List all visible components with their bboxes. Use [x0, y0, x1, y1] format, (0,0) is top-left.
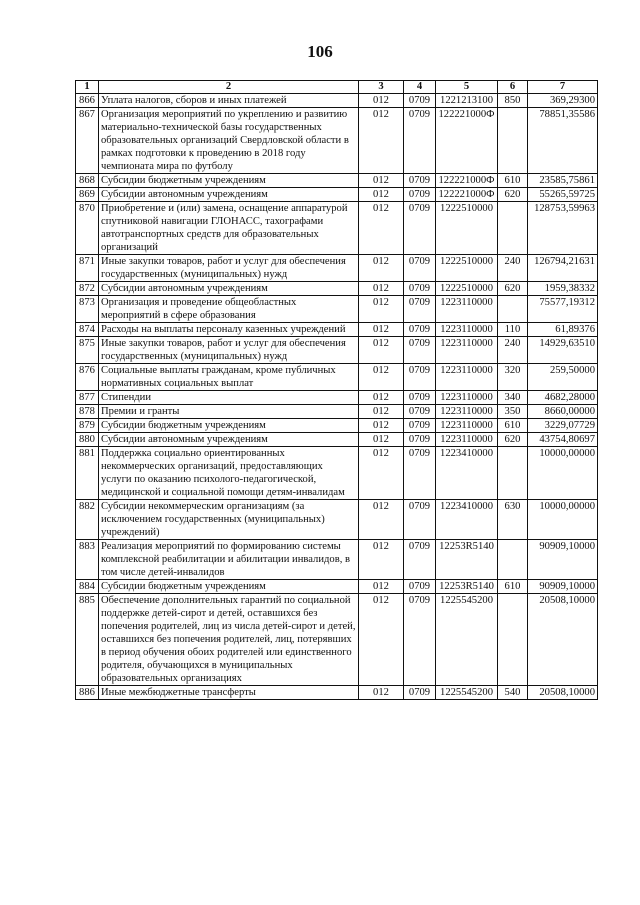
target-article-code: 1223110000: [436, 419, 498, 433]
table-row: [76, 94, 598, 108]
target-article-code: 1223110000: [436, 296, 498, 323]
header-cell: 4: [404, 81, 436, 94]
amount: 20508,10000: [528, 594, 598, 686]
row-number: 871: [76, 255, 99, 282]
expense-name: Расходы на выплаты персоналу казенных учреждений: [99, 323, 359, 337]
table-row: [76, 419, 598, 433]
expense-type-code: 110: [498, 323, 528, 337]
department-code: 012: [359, 500, 404, 540]
department-code: 012: [359, 433, 404, 447]
expense-name: Реализация мероприятий по формированию системы комплексной реабилитации и абилитации инвалидов, в том числе детей-инвалидов: [99, 540, 359, 580]
expense-type-code: [498, 108, 528, 174]
row-number: 884: [76, 580, 99, 594]
table-row: [76, 323, 598, 337]
header-cell: 1: [76, 81, 99, 94]
expense-type-code: 620: [498, 433, 528, 447]
target-article-code: 1223110000: [436, 323, 498, 337]
table-row: [76, 391, 598, 405]
expense-name: Иные закупки товаров, работ и услуг для обеспечения государственных (муниципальных) нужд: [99, 255, 359, 282]
expense-type-code: 610: [498, 419, 528, 433]
row-number: 879: [76, 419, 99, 433]
section-code: 0709: [404, 255, 436, 282]
expense-name: Организация и проведение общеобластных мероприятий в сфере образования: [99, 296, 359, 323]
department-code: 012: [359, 594, 404, 686]
amount: 75577,19312: [528, 296, 598, 323]
amount: 43754,80697: [528, 433, 598, 447]
expense-type-code: 320: [498, 364, 528, 391]
amount: 126794,21631: [528, 255, 598, 282]
amount: 61,89376: [528, 323, 598, 337]
header-row: [76, 81, 598, 94]
section-code: 0709: [404, 594, 436, 686]
target-article-code: 1225545200: [436, 594, 498, 686]
header-cell: 7: [528, 81, 598, 94]
amount: 10000,00000: [528, 447, 598, 500]
expense-name: Поддержка социально ориентированных некоммерческих организаций, предоставляющих услуги по оказанию психолого-педагогической, медицинской и социальной помощи детям-инвалидам: [99, 447, 359, 500]
amount: 10000,00000: [528, 500, 598, 540]
target-article-code: 1222510000: [436, 202, 498, 255]
section-code: 0709: [404, 94, 436, 108]
section-code: 0709: [404, 500, 436, 540]
section-code: 0709: [404, 282, 436, 296]
section-code: 0709: [404, 364, 436, 391]
row-number: 877: [76, 391, 99, 405]
department-code: 012: [359, 364, 404, 391]
amount: 8660,00000: [528, 405, 598, 419]
expense-name: Иные межбюджетные трансферты: [99, 686, 359, 700]
table-body: [76, 94, 598, 700]
amount: 55265,59725: [528, 188, 598, 202]
table-row: [76, 296, 598, 323]
row-number: 874: [76, 323, 99, 337]
section-code: 0709: [404, 447, 436, 500]
row-number: 876: [76, 364, 99, 391]
department-code: 012: [359, 282, 404, 296]
section-code: 0709: [404, 323, 436, 337]
department-code: 012: [359, 108, 404, 174]
department-code: 012: [359, 447, 404, 500]
expense-name: Субсидии бюджетным учреждениям: [99, 580, 359, 594]
section-code: 0709: [404, 580, 436, 594]
expense-type-code: 340: [498, 391, 528, 405]
department-code: 012: [359, 94, 404, 108]
target-article-code: 12253R5140: [436, 580, 498, 594]
amount: 14929,63510: [528, 337, 598, 364]
expense-type-code: [498, 540, 528, 580]
expense-name: Организация мероприятий по укреплению и развитию материально-технической базы государственных образовательных организаций Свердловской области в рамках подготовки к проведению в 2018 году чемпионата мира по футболу: [99, 108, 359, 174]
department-code: 012: [359, 580, 404, 594]
amount: 369,29300: [528, 94, 598, 108]
department-code: 012: [359, 540, 404, 580]
table-row: [76, 540, 598, 580]
target-article-code: 1221213100: [436, 94, 498, 108]
expense-type-code: [498, 202, 528, 255]
row-number: 868: [76, 174, 99, 188]
expense-type-code: 610: [498, 174, 528, 188]
department-code: 012: [359, 174, 404, 188]
amount: 3229,07729: [528, 419, 598, 433]
section-code: 0709: [404, 419, 436, 433]
department-code: 012: [359, 296, 404, 323]
target-article-code: 1222510000: [436, 282, 498, 296]
table-row: [76, 447, 598, 500]
department-code: 012: [359, 188, 404, 202]
row-number: 870: [76, 202, 99, 255]
expense-type-code: 850: [498, 94, 528, 108]
header-cell: 2: [99, 81, 359, 94]
table-row: [76, 500, 598, 540]
row-number: 881: [76, 447, 99, 500]
table-row: [76, 686, 598, 700]
expense-type-code: 350: [498, 405, 528, 419]
table-row: [76, 594, 598, 686]
expense-type-code: [498, 296, 528, 323]
expense-type-code: 240: [498, 337, 528, 364]
expense-name: Иные закупки товаров, работ и услуг для обеспечения государственных (муниципальных) нужд: [99, 337, 359, 364]
row-number: 883: [76, 540, 99, 580]
target-article-code: 1223110000: [436, 433, 498, 447]
row-number: 866: [76, 94, 99, 108]
target-article-code: 122221000Ф: [436, 108, 498, 174]
section-code: 0709: [404, 433, 436, 447]
expense-name: Социальные выплаты гражданам, кроме публичных нормативных социальных выплат: [99, 364, 359, 391]
table-row: [76, 433, 598, 447]
row-number: 867: [76, 108, 99, 174]
expense-name: Приобретение и (или) замена, оснащение аппаратурой спутниковой навигации ГЛОНАСС, тахографами автотранспортных средств для образовательных организаций: [99, 202, 359, 255]
amount: 128753,59963: [528, 202, 598, 255]
department-code: 012: [359, 686, 404, 700]
table-row: [76, 174, 598, 188]
target-article-code: 122221000Ф: [436, 174, 498, 188]
table-row: [76, 202, 598, 255]
expense-type-code: [498, 447, 528, 500]
expense-type-code: 630: [498, 500, 528, 540]
target-article-code: 1223110000: [436, 405, 498, 419]
table-row: [76, 405, 598, 419]
row-number: 882: [76, 500, 99, 540]
target-article-code: 12253R5140: [436, 540, 498, 580]
department-code: 012: [359, 419, 404, 433]
section-code: 0709: [404, 337, 436, 364]
row-number: 886: [76, 686, 99, 700]
target-article-code: 1223410000: [436, 447, 498, 500]
target-article-code: 1223110000: [436, 391, 498, 405]
expense-name: Уплата налогов, сборов и иных платежей: [99, 94, 359, 108]
expense-name: Субсидии некоммерческим организациям (за исключением государственных (муниципальных) учреждений): [99, 500, 359, 540]
department-code: 012: [359, 391, 404, 405]
target-article-code: 1222510000: [436, 255, 498, 282]
header-cell: 5: [436, 81, 498, 94]
section-code: 0709: [404, 108, 436, 174]
expense-type-code: 240: [498, 255, 528, 282]
expense-name: Субсидии автономным учреждениям: [99, 282, 359, 296]
expense-name: Стипендии: [99, 391, 359, 405]
department-code: 012: [359, 337, 404, 364]
amount: 4682,28000: [528, 391, 598, 405]
department-code: 012: [359, 405, 404, 419]
amount: 20508,10000: [528, 686, 598, 700]
table-row: [76, 188, 598, 202]
section-code: 0709: [404, 174, 436, 188]
table-row: [76, 108, 598, 174]
target-article-code: 1223410000: [436, 500, 498, 540]
table-row: [76, 580, 598, 594]
row-number: 872: [76, 282, 99, 296]
expense-name: Субсидии автономным учреждениям: [99, 188, 359, 202]
target-article-code: 1223110000: [436, 364, 498, 391]
amount: 78851,35586: [528, 108, 598, 174]
expense-name: Субсидии автономным учреждениям: [99, 433, 359, 447]
row-number: 873: [76, 296, 99, 323]
expense-name: Субсидии бюджетным учреждениям: [99, 174, 359, 188]
target-article-code: 1225545200: [436, 686, 498, 700]
target-article-code: 1223110000: [436, 337, 498, 364]
section-code: 0709: [404, 188, 436, 202]
row-number: 878: [76, 405, 99, 419]
table-row: [76, 255, 598, 282]
department-code: 012: [359, 202, 404, 255]
amount: 90909,10000: [528, 540, 598, 580]
expense-type-code: 540: [498, 686, 528, 700]
row-number: 875: [76, 337, 99, 364]
expense-type-code: 610: [498, 580, 528, 594]
target-article-code: 122221000Ф: [436, 188, 498, 202]
section-code: 0709: [404, 296, 436, 323]
section-code: 0709: [404, 202, 436, 255]
department-code: 012: [359, 255, 404, 282]
row-number: 880: [76, 433, 99, 447]
expense-type-code: 620: [498, 282, 528, 296]
amount: 23585,75861: [528, 174, 598, 188]
section-code: 0709: [404, 391, 436, 405]
expense-name: Обеспечение дополнительных гарантий по социальной поддержке детей-сирот и детей, оставшихся без попечения родителей, лиц из числа детей-сирот и детей, оставшихся без попечения родителей, лиц, потерявших в период обучения обоих родителей или единственного родителя, обучающихся в муниципальных образовательных организациях: [99, 594, 359, 686]
amount: 1959,38332: [528, 282, 598, 296]
expense-name: Премии и гранты: [99, 405, 359, 419]
amount: 90909,10000: [528, 580, 598, 594]
section-code: 0709: [404, 405, 436, 419]
header-cell: 6: [498, 81, 528, 94]
section-code: 0709: [404, 540, 436, 580]
section-code: 0709: [404, 686, 436, 700]
table-row: [76, 337, 598, 364]
table-row: [76, 364, 598, 391]
row-number: 869: [76, 188, 99, 202]
expense-type-code: [498, 594, 528, 686]
department-code: 012: [359, 323, 404, 337]
header-cell: 3: [359, 81, 404, 94]
row-number: 885: [76, 594, 99, 686]
expense-name: Субсидии бюджетным учреждениям: [99, 419, 359, 433]
table-row: [76, 282, 598, 296]
expense-type-code: 620: [498, 188, 528, 202]
amount: 259,50000: [528, 364, 598, 391]
budget-table: [75, 80, 598, 700]
page-number: 106: [307, 42, 333, 61]
